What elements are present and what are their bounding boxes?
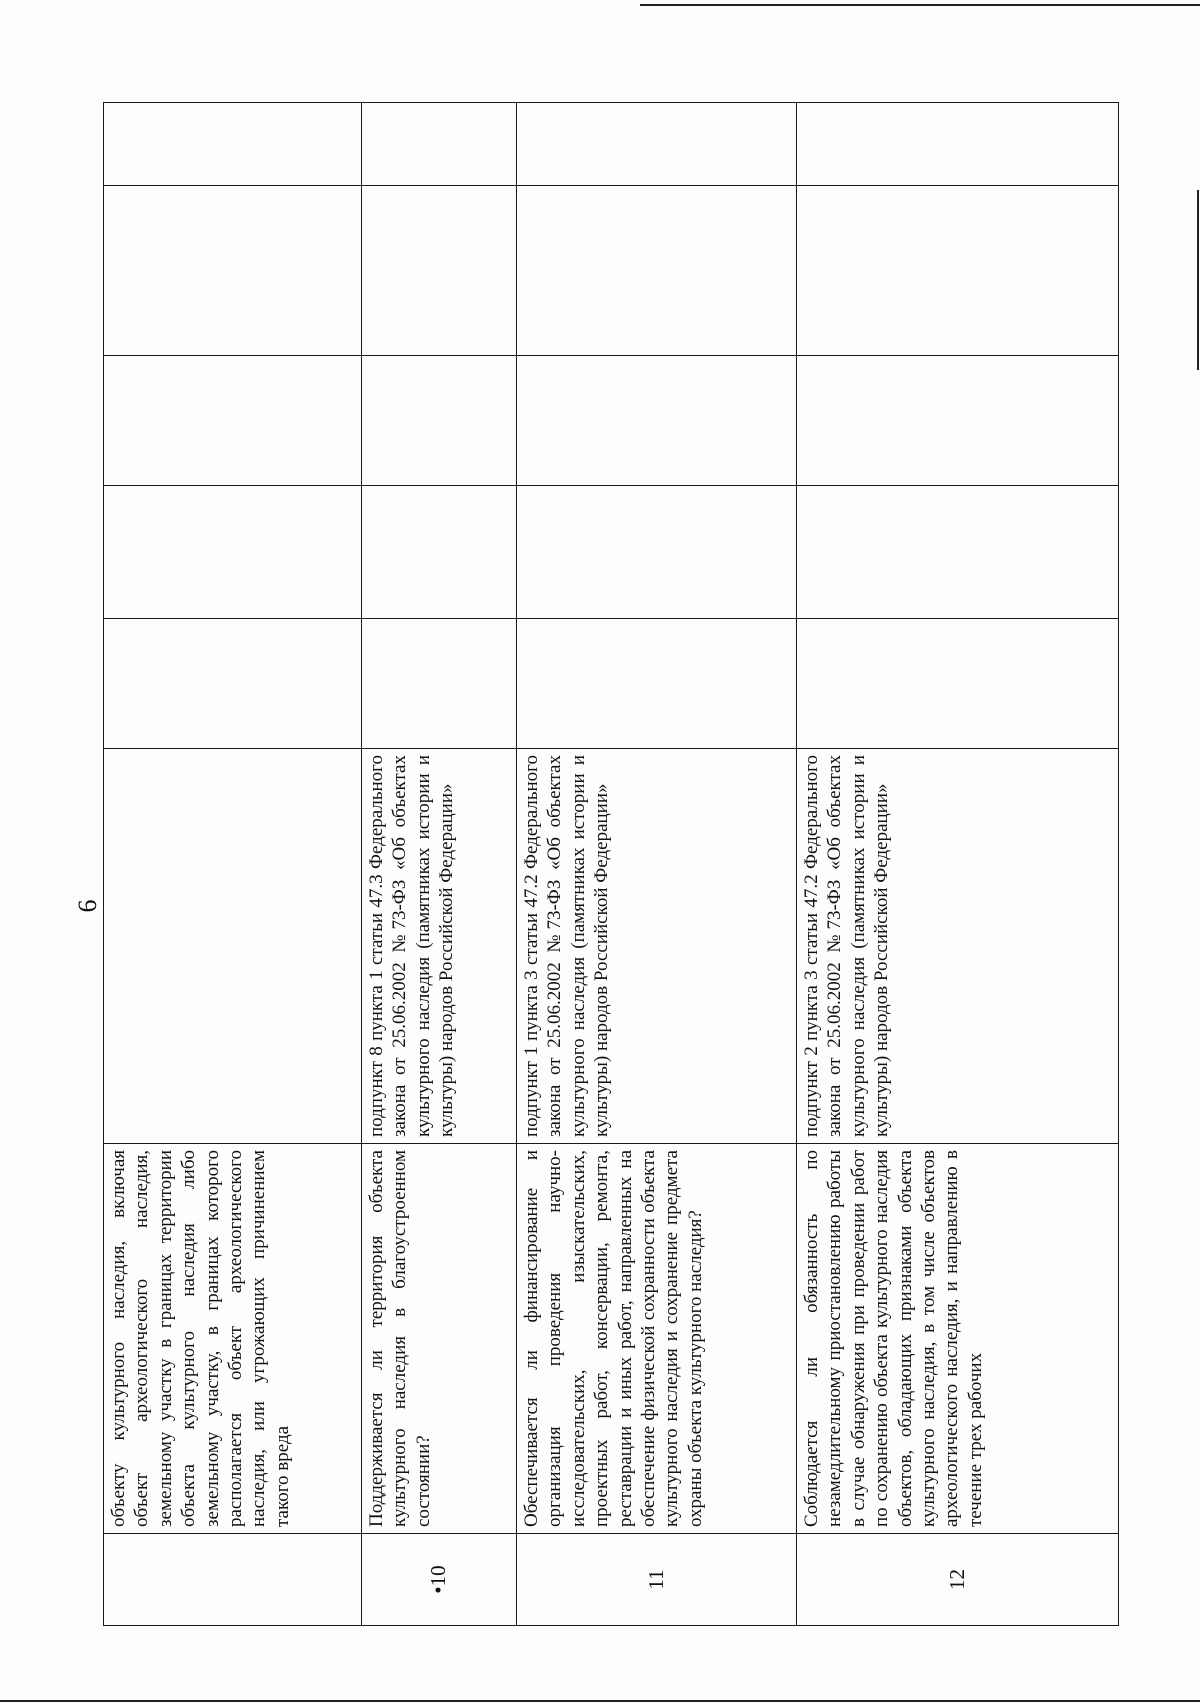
note-cell <box>104 186 362 356</box>
answer-na-cell <box>797 356 1119 486</box>
extra-cell <box>104 103 362 186</box>
answer-yes-cell <box>517 619 797 749</box>
table-row <box>517 103 797 1626</box>
row-number <box>104 1534 362 1626</box>
answer-na-cell <box>362 356 517 486</box>
row-number: •10 <box>362 1534 517 1626</box>
row-number: 11 <box>517 1534 797 1626</box>
note-cell <box>797 186 1119 356</box>
answer-na-cell <box>104 356 362 486</box>
extra-cell <box>797 103 1119 186</box>
table-row <box>797 103 1119 1626</box>
row-number: 12 <box>797 1534 1119 1626</box>
note-cell <box>362 186 517 356</box>
answer-no-cell <box>517 486 797 619</box>
checklist-table <box>103 102 1119 1626</box>
legal-basis-cell: подпункт 8 пункта 1 статьи 47.3 Федерального закона от 25.06.2002 №73-ФЗ «Об объектах культурного наследия (памятниках истории и культуры) народов Российской Федерации» <box>362 749 517 1144</box>
answer-yes-cell <box>362 619 517 749</box>
page-number: 6 <box>73 899 102 913</box>
extra-cell <box>517 103 797 186</box>
question-cell: Обеспечивается ли финансирование и организация проведения научно-исследовательских, изыскательских, проектных работ, консервации, ремонта, реставрации и иных работ, направленных на обеспечение физической сохранности объекта культурного наследия и сохранение предмета охраны объекта культурного наследия? <box>517 1144 797 1534</box>
scan-edge-top <box>640 4 1200 6</box>
note-cell <box>517 186 797 356</box>
scan-edge-bottom <box>0 1700 1200 1702</box>
answer-yes-cell <box>104 619 362 749</box>
question-cell: Поддерживается ли территория объекта культурного наследия в благоустроенном состоянии? <box>362 1144 517 1534</box>
table-row <box>104 103 362 1626</box>
answer-no-cell <box>362 486 517 619</box>
answer-no-cell <box>797 486 1119 619</box>
legal-basis-cell: подпункт 2 пункта 3 статьи 47.2 Федерального закона от 25.06.2002 №73-ФЗ «Об объектах культурного наследия (памятниках истории и культуры) народов Российской Федерации» <box>797 749 1119 1144</box>
question-cell: объекту культурного наследия, включая объект археологического наследия, земельному участку в границах территории объекта культурного наследия либо земельному участку, в границах которого располагается объект археологического наследия, или угрожающих причинением такого вреда <box>104 1144 362 1534</box>
legal-basis-cell: подпункт 1 пункта 3 статьи 47.2 Федерального закона от 25.06.2002 №73-ФЗ «Об объектах культурного наследия (памятниках истории и культуры) народов Российской Федерации» <box>517 749 797 1144</box>
rotated-page <box>73 103 1118 1626</box>
answer-yes-cell <box>797 619 1119 749</box>
table-row <box>362 103 517 1626</box>
answer-na-cell <box>517 356 797 486</box>
question-cell: Соблюдается ли обязанность по незамедлительному приостановлению работы в случае обнаружения при проведении работ по сохранению объекта культурного наследия объектов, обладающих признаками объекта культурного наследия, в том числе объектов археологического наследия, и направлению в течение трех рабочих <box>797 1144 1119 1534</box>
legal-basis-cell <box>104 749 362 1144</box>
extra-cell <box>362 103 517 186</box>
answer-no-cell <box>104 486 362 619</box>
scan-edge-right <box>1197 190 1199 370</box>
